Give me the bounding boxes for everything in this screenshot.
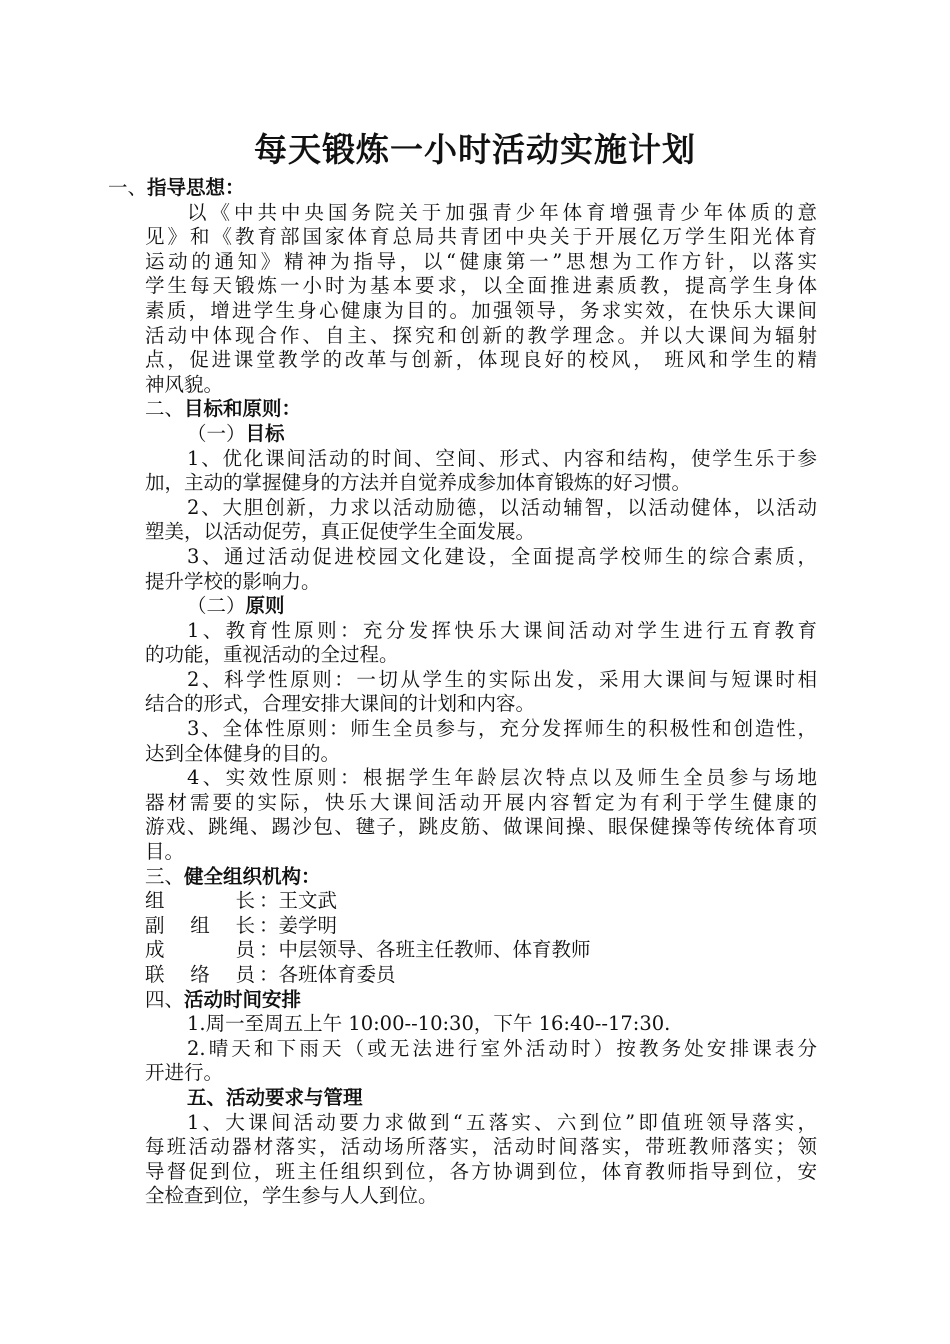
principle-item: 2、科学性原则：一切从学生的实际出发，采用大课间与短课时相 结合的形式，合理安排大课间的计划和内容。: [145, 667, 817, 716]
guiding-ideology-paragraph: 以《中共中央国务院关于加强青少年体育增强青少年体质的意 见》和《教育部国家体育总局共青团中央关于开展亿万学生阳光体育 运动的通知》精神为指导，以“健康第一”思想为工作方针，以落实 学生每天锻炼一小时为基本要求，以全面推进素质教，提高学生身体 素质，增进学生身心健康为目的。加强领导，务求实效，在快乐大课间 活动中体现合作、自主、探究和创新的教学理念。并以大课间为辐射 点，促进课堂教学的改革与创新，体现良好的校风， 班风和学生的精 神风貌。: [145, 200, 817, 396]
section-heading-guiding-ideology: 一、指导思想：: [108, 176, 245, 199]
section-heading-organization: 三、健全组织机构：: [145, 864, 321, 888]
principle-item: 1、教育性原则：充分发挥快乐大课间活动对学生进行五育教育 的功能，重视活动的全过程。: [145, 618, 817, 667]
org-row-members: 成员 ：中层领导、各班主任教师、体育教师: [145, 938, 591, 962]
requirements-item: 1、大课间活动要力求做到“五落实、六到位”即值班领导落实， 每班活动器材落实，活动场所落实，活动时间落实，带班教师落实；领 导督促到位，班主任组织到位，各方协调到位，体育教师指导到位，安 全检查到位，学生参与人人到位。: [145, 1110, 817, 1208]
principle-item: 3、全体性原则：师生全员参与，充分发挥师生的积极性和创造性， 达到全体健身的目的。: [145, 717, 817, 765]
org-row-deputy: 副组长 ：姜学明: [145, 913, 338, 937]
subheading-goals: （一）目标: [187, 421, 285, 445]
goal-item: 3、通过活动促进校园文化建设，全面提高学校师生的综合素质， 提升学校的影响力。: [145, 544, 817, 593]
section-heading-requirements: 五、活动要求与管理: [187, 1085, 363, 1109]
document-body: [108, 176, 817, 1209]
principle-item: 4、实效性原则：根据学生年龄层次特点以及师生全员参与场地 器材需要的实际，快乐大课间活动开展内容暂定为有利于学生健康的 游戏、跳绳、踢沙包、毽子，跳皮筋、做课间操、眼保健操等传统体育项 目。: [145, 766, 817, 864]
section-heading-schedule: 四、活动时间安排: [145, 987, 302, 1011]
schedule-item: 2.晴天和下雨天（或无法进行室外活动时）按教务处安排课表分 开进行。: [145, 1036, 817, 1085]
org-row-liaison: 联络员 ：各班体育委员: [145, 963, 396, 986]
org-row-leader: 组长 ：王文武: [145, 889, 338, 913]
subheading-principles: （二）原则: [187, 594, 285, 618]
document-title: 每天锻炼一小时活动实施计划: [254, 130, 696, 169]
schedule-item: 1.周一至周五上午 10:00--10:30，下午 16:40--17:30.: [187, 1012, 671, 1036]
goal-item: 2、大胆创新，力求以活动励德，以活动辅智，以活动健体，以活动 塑美，以活动促劳，真正促使学生全面发展。: [145, 495, 817, 544]
goal-item: 1、优化课间活动的时间、空间、形式、内容和结构，使学生乐于参 加，主动的掌握健身的方法并自觉养成参加体育锻炼的好习惯。: [145, 446, 817, 495]
section-heading-goals-principles: 二、目标和原则：: [145, 397, 302, 421]
